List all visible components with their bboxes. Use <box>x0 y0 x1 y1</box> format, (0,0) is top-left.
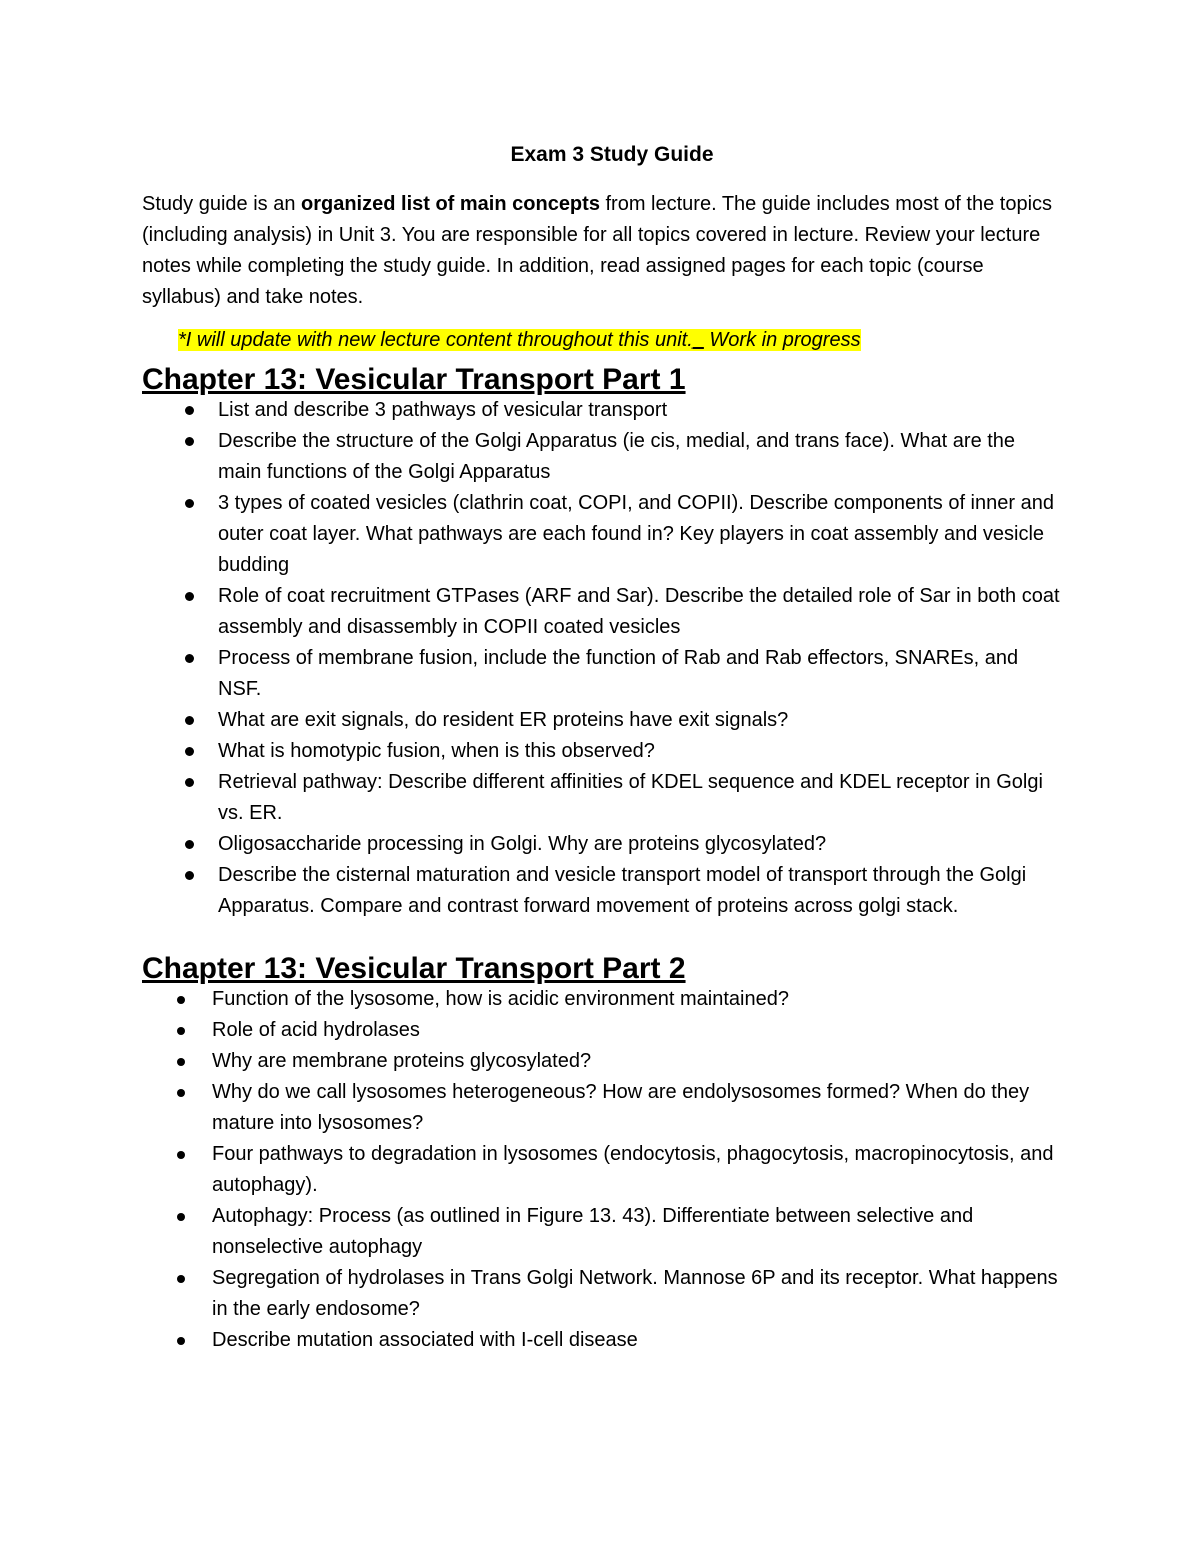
list-item-text: Why do we call lysosomes heterogeneous? How are endolysosomes formed? When do they mature into lysosomes? <box>212 1081 1030 1134</box>
bullet-icon <box>185 778 194 787</box>
chapter-1-heading: Chapter 13: Vesicular Transport Part 1 <box>142 363 686 396</box>
update-note <box>178 327 1060 353</box>
list-item <box>142 1325 1060 1356</box>
list-item-text: Segregation of hydrolases in Trans Golgi Network. Mannose 6P and its receptor. What happens in the early endosome? <box>212 1267 1058 1320</box>
bullet-icon <box>177 1089 185 1097</box>
list-item-text: Describe mutation associated with I-cell disease <box>212 1329 638 1351</box>
chapter-1-topic-list <box>142 395 1060 922</box>
list-item-text: Function of the lysosome, how is acidic environment maintained? <box>212 988 789 1010</box>
list-item <box>142 767 1060 829</box>
list-item-text: List and describe 3 pathways of vesicular transport <box>218 399 668 421</box>
list-item-text: Four pathways to degradation in lysosomes (endocytosis, phagocytosis, macropinocytosis, and autophagy). <box>212 1143 1054 1196</box>
list-item <box>142 1139 1060 1201</box>
list-item-text: What are exit signals, do resident ER proteins have exit signals? <box>218 709 789 731</box>
list-item <box>142 736 1060 767</box>
list-item-text: Process of membrane fusion, include the function of Rab and Rab effectors, SNAREs, and NSF. <box>218 647 1019 700</box>
bullet-icon <box>177 1027 185 1035</box>
bullet-icon <box>177 996 185 1004</box>
list-item <box>142 829 1060 860</box>
list-item <box>142 1015 1060 1046</box>
list-item <box>142 643 1060 705</box>
list-item-text: Oligosaccharide processing in Golgi. Why are proteins glycosylated? <box>218 833 827 855</box>
list-item <box>142 860 1060 922</box>
list-item-text: Role of acid hydrolases <box>212 1019 420 1041</box>
bullet-icon <box>185 747 194 756</box>
document-title: Exam 3 Study Guide <box>510 143 714 166</box>
list-item <box>142 1046 1060 1077</box>
list-item-text: Describe the structure of the Golgi Apparatus (ie cis, medial, and trans face). What are the main functions of the Golgi Apparatus <box>218 430 1016 483</box>
list-item <box>142 705 1060 736</box>
chapter-2-topic-list <box>142 984 1060 1356</box>
list-item-text: Retrieval pathway: Describe different affinities of KDEL sequence and KDEL receptor in Golgi vs. ER. <box>218 771 1043 824</box>
bullet-icon <box>185 840 194 849</box>
bullet-icon <box>185 871 194 880</box>
list-item-text: Role of coat recruitment GTPases (ARF and Sar). Describe the detailed role of Sar in both coat assembly and disassembly in COPII coated vesicles <box>218 585 1060 638</box>
list-item <box>142 1077 1060 1139</box>
bullet-icon <box>185 592 194 601</box>
list-item <box>142 1201 1060 1263</box>
list-item <box>142 488 1060 581</box>
bullet-icon <box>185 499 194 508</box>
intro-paragraph <box>142 189 1060 313</box>
bullet-icon <box>177 1213 185 1221</box>
list-item <box>142 395 1060 426</box>
highlighted-note <box>178 329 861 351</box>
bullet-icon <box>185 716 194 725</box>
bullet-icon <box>177 1337 185 1345</box>
note-text-progress: Work in progress <box>703 329 861 351</box>
list-item <box>142 426 1060 488</box>
list-item <box>142 984 1060 1015</box>
note-text-main: *I will update with new lecture content throughout this unit. <box>178 329 693 351</box>
list-item-text: Why are membrane proteins glycosylated? <box>212 1050 592 1072</box>
chapter-2-heading: Chapter 13: Vesicular Transport Part 2 <box>142 952 686 985</box>
bullet-icon <box>177 1275 185 1283</box>
note-underscore: _ <box>692 329 704 351</box>
list-item-text: What is homotypic fusion, when is this observed? <box>218 740 655 762</box>
list-item-text: 3 types of coated vesicles (clathrin coat, COPI, and COPII). Describe components of inner and outer coat layer. What pathways are each found in? Key players in coat assembly and vesicle budding <box>218 492 1054 576</box>
list-item-text: Describe the cisternal maturation and vesicle transport model of transport through the Golgi Apparatus. Compare and contrast forward movement of proteins across golgi stack. <box>218 864 1027 917</box>
bullet-icon <box>177 1058 185 1066</box>
bullet-icon <box>185 654 194 663</box>
list-item-text: Autophagy: Process (as outlined in Figure 13. 43). Differentiate between selective and nonselective autophagy <box>212 1205 974 1258</box>
bullet-icon <box>185 406 194 415</box>
intro-text-start: Study guide is an <box>142 193 301 215</box>
bullet-icon <box>177 1151 185 1159</box>
bullet-icon <box>185 437 194 446</box>
intro-text-end: from lecture. The guide includes most of the topics (including analysis) in Unit 3. You are responsible for all topics covered in lecture. Review your lecture notes while completing the study guide. In addition, read assigned pages for each topic (course syllabus) and take notes. <box>142 193 1053 308</box>
list-item <box>142 581 1060 643</box>
intro-bold-phrase: organized list of main concepts <box>301 193 600 215</box>
list-item <box>142 1263 1060 1325</box>
